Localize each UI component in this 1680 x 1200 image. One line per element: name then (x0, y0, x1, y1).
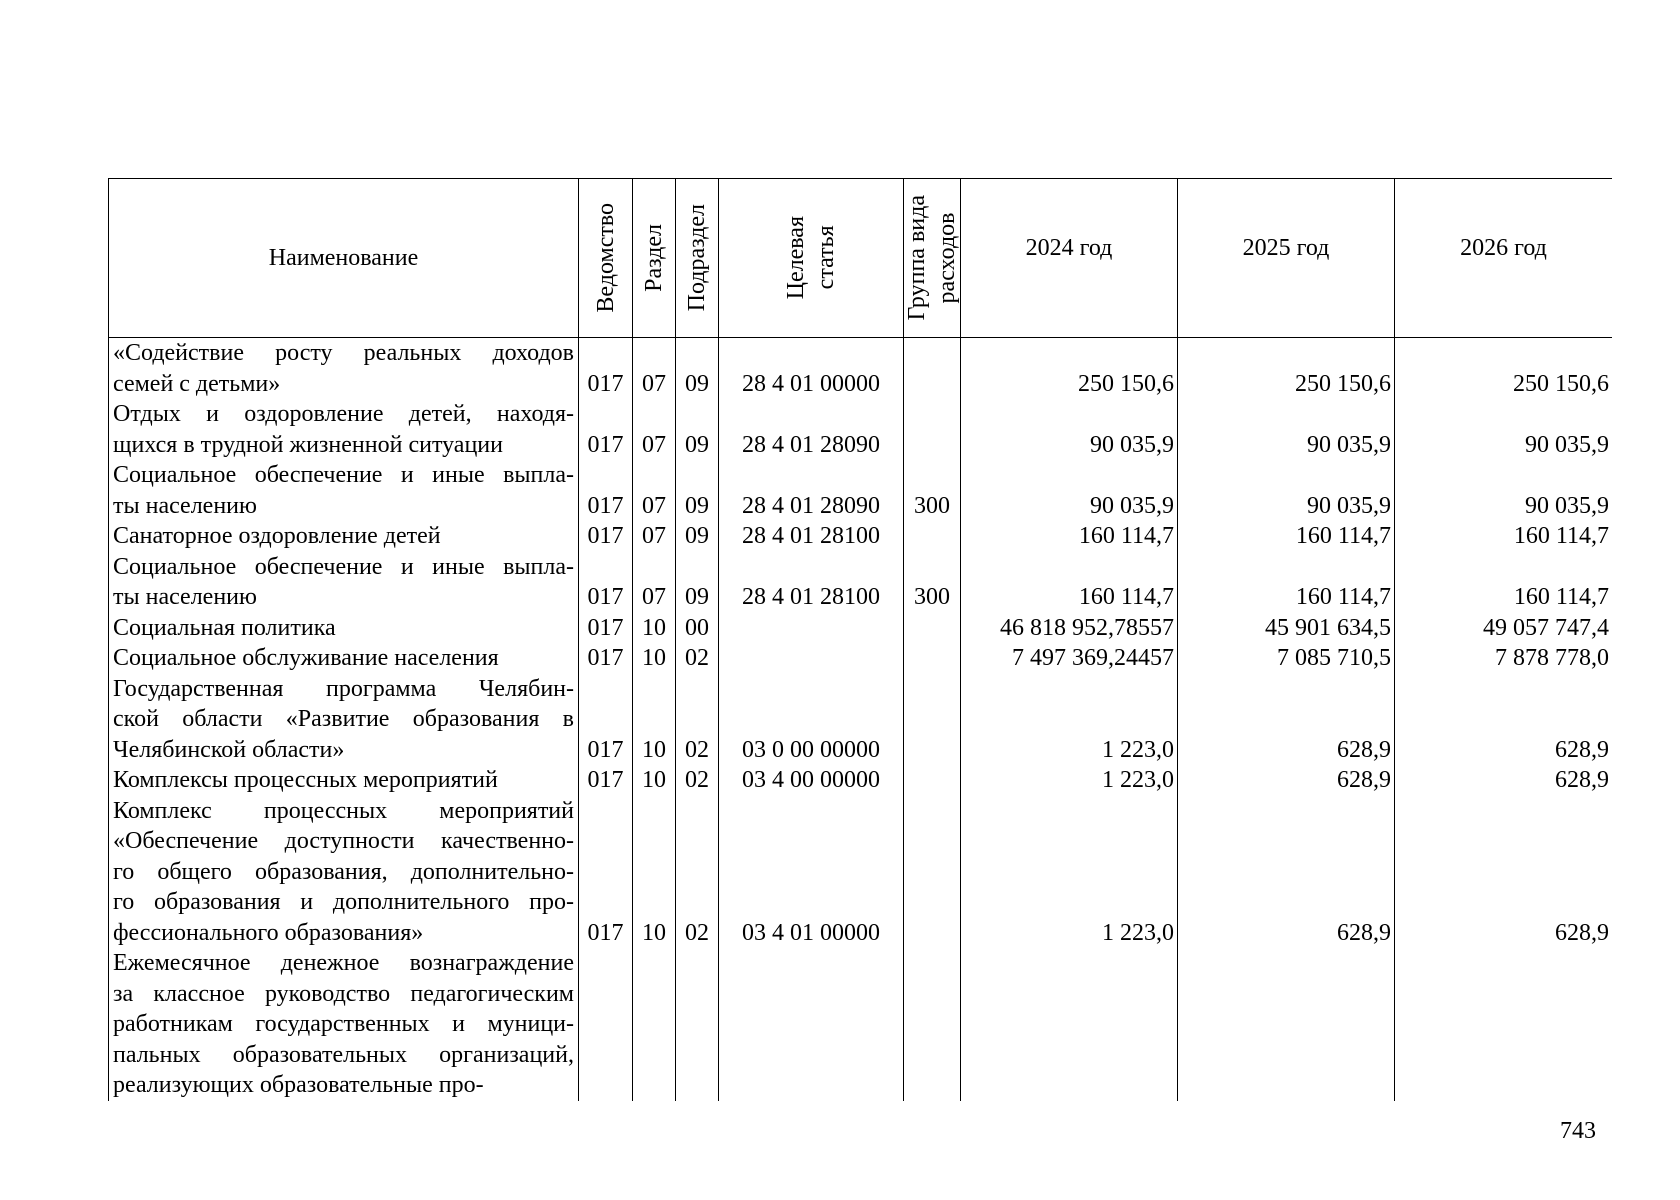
row-name-line: ты населению (113, 584, 257, 610)
row-name-line: го образования и дополнительного про- (113, 889, 574, 915)
row-value-2026: 90 035,9 (1395, 399, 1613, 460)
row-name (109, 460, 579, 521)
table-row (109, 521, 1613, 552)
row-value-2026: 7 878 778,0 (1395, 643, 1613, 674)
row-value-2024: 46 818 952,78557 (961, 613, 1178, 644)
row-name (109, 643, 579, 674)
row-name-line: Социальная политика (113, 614, 336, 641)
row-value-2024: 1 223,0 (961, 796, 1178, 949)
row-vedomstvo: 017 (579, 765, 633, 796)
row-name (109, 338, 579, 400)
row-name (109, 765, 579, 796)
table-row (109, 460, 1613, 521)
row-name-line: пальных образовательных организаций, (113, 1041, 574, 1068)
row-name-line: Социальное обеспечение и иные выпла- (113, 462, 574, 488)
row-name-line: фессионального образования» (113, 919, 424, 946)
row-name-line: Ежемесячное денежное вознаграждение (113, 950, 574, 976)
table-row (109, 338, 1613, 400)
row-vedomstvo (579, 948, 633, 1101)
row-vedomstvo: 017 (579, 796, 633, 949)
row-podrazdel: 02 (676, 796, 719, 949)
row-vedomstvo: 017 (579, 552, 633, 613)
row-value-2025: 628,9 (1178, 796, 1395, 949)
table-body (109, 338, 1613, 1101)
row-name-line: Челябинской области» (113, 736, 345, 763)
row-podrazdel: 09 (676, 460, 719, 521)
table-row (109, 765, 1613, 796)
row-podrazdel: 09 (676, 521, 719, 552)
row-vedomstvo: 017 (579, 613, 633, 644)
row-name (109, 399, 579, 460)
row-gruppa-vida (904, 338, 961, 400)
row-gruppa-vida (904, 948, 961, 1101)
header-podrazdel: Подраздел (676, 179, 719, 338)
row-gruppa-vida (904, 643, 961, 674)
table-row (109, 643, 1613, 674)
row-value-2025: 7 085 710,5 (1178, 643, 1395, 674)
row-name-line: за классное руководство педагогическим (113, 980, 574, 1007)
row-name-line: го общего образования, дополнительно- (113, 858, 574, 885)
row-razdel: 10 (633, 643, 676, 674)
row-value-2025: 250 150,6 (1178, 338, 1395, 400)
row-value-2024 (961, 948, 1178, 1101)
row-value-2026: 628,9 (1395, 674, 1613, 766)
row-razdel: 07 (633, 460, 676, 521)
row-razdel (633, 948, 676, 1101)
row-value-2025: 90 035,9 (1178, 460, 1395, 521)
row-celevaya-statya: 28 4 01 28100 (719, 552, 904, 613)
row-name (109, 948, 579, 1101)
row-podrazdel (676, 948, 719, 1101)
row-name-line: работникам государственных и муници- (113, 1011, 574, 1037)
row-value-2025: 628,9 (1178, 674, 1395, 766)
row-celevaya-statya: 28 4 01 28090 (719, 399, 904, 460)
row-value-2024: 160 114,7 (961, 521, 1178, 552)
row-vedomstvo: 017 (579, 643, 633, 674)
row-podrazdel: 02 (676, 674, 719, 766)
row-gruppa-vida: 300 (904, 460, 961, 521)
row-value-2026: 160 114,7 (1395, 552, 1613, 613)
row-vedomstvo: 017 (579, 460, 633, 521)
row-value-2026: 49 057 747,4 (1395, 613, 1613, 644)
row-name-line: реализующих образовательные про- (113, 1072, 484, 1098)
budget-sheet (108, 178, 1612, 1103)
row-razdel: 10 (633, 796, 676, 949)
row-celevaya-statya: 28 4 01 00000 (719, 338, 904, 400)
header-vedomstvo: Ведомство (579, 179, 633, 338)
row-razdel: 07 (633, 521, 676, 552)
row-value-2024: 1 223,0 (961, 765, 1178, 796)
row-value-2026: 628,9 (1395, 765, 1613, 796)
row-razdel: 07 (633, 338, 676, 400)
row-podrazdel: 02 (676, 643, 719, 674)
table-row (109, 613, 1613, 644)
row-podrazdel: 09 (676, 399, 719, 460)
row-celevaya-statya: 03 4 00 00000 (719, 765, 904, 796)
row-gruppa-vida (904, 613, 961, 644)
row-name-line: ты населению (113, 492, 257, 519)
table-row (109, 552, 1613, 613)
row-podrazdel: 09 (676, 338, 719, 400)
row-value-2025: 160 114,7 (1178, 521, 1395, 552)
row-name-line: «Обеспечение доступности качественно- (113, 828, 574, 854)
header-name: Наименование (109, 179, 579, 338)
row-value-2026: 628,9 (1395, 796, 1613, 949)
row-razdel: 10 (633, 613, 676, 644)
table-row (109, 796, 1613, 949)
row-value-2024: 7 497 369,24457 (961, 643, 1178, 674)
row-razdel: 07 (633, 399, 676, 460)
header-row (109, 179, 1613, 338)
row-name-line: щихся в трудной жизненной ситуации (113, 431, 503, 458)
row-gruppa-vida (904, 521, 961, 552)
row-razdel: 10 (633, 765, 676, 796)
row-name (109, 613, 579, 644)
table-row (109, 674, 1613, 766)
row-vedomstvo: 017 (579, 399, 633, 460)
row-razdel: 10 (633, 674, 676, 766)
row-gruppa-vida (904, 399, 961, 460)
row-value-2026: 250 150,6 (1395, 338, 1613, 400)
row-value-2024: 90 035,9 (961, 460, 1178, 521)
row-gruppa-vida (904, 796, 961, 949)
row-name (109, 552, 579, 613)
header-razdel: Раздел (633, 179, 676, 338)
row-value-2024: 160 114,7 (961, 552, 1178, 613)
row-gruppa-vida (904, 674, 961, 766)
row-gruppa-vida: 300 (904, 552, 961, 613)
page-number: 743 (1560, 1118, 1596, 1144)
row-celevaya-statya (719, 613, 904, 644)
row-name (109, 796, 579, 949)
row-celevaya-statya (719, 948, 904, 1101)
row-value-2026: 160 114,7 (1395, 521, 1613, 552)
row-value-2026: 90 035,9 (1395, 460, 1613, 521)
row-name (109, 674, 579, 766)
row-name-line: Санаторное оздоровление детей (113, 523, 441, 549)
row-value-2025: 160 114,7 (1178, 552, 1395, 613)
row-podrazdel: 09 (676, 552, 719, 613)
row-name-line: Социальное обслуживание населения (113, 645, 499, 671)
row-value-2024: 1 223,0 (961, 674, 1178, 766)
row-celevaya-statya: 28 4 01 28090 (719, 460, 904, 521)
budget-table (108, 178, 1612, 1101)
row-name-line: Комплексы процессных мероприятий (113, 767, 498, 793)
row-podrazdel: 02 (676, 765, 719, 796)
row-value-2025: 628,9 (1178, 765, 1395, 796)
table-clip (108, 178, 1612, 1103)
row-celevaya-statya: 03 4 01 00000 (719, 796, 904, 949)
row-celevaya-statya (719, 643, 904, 674)
row-name-line: семей с детьми» (113, 370, 281, 397)
row-vedomstvo: 017 (579, 674, 633, 766)
row-value-2025 (1178, 948, 1395, 1101)
row-value-2024: 90 035,9 (961, 399, 1178, 460)
row-value-2026 (1395, 948, 1613, 1101)
row-name-line: «Содействие росту реальных доходов (113, 340, 574, 366)
row-celevaya-statya: 03 0 00 00000 (719, 674, 904, 766)
row-name (109, 521, 579, 552)
row-vedomstvo: 017 (579, 338, 633, 400)
header-year-2025: 2025 год (1178, 179, 1395, 338)
row-value-2025: 45 901 634,5 (1178, 613, 1395, 644)
table-row (109, 399, 1613, 460)
row-value-2025: 90 035,9 (1178, 399, 1395, 460)
row-name-line: Отдых и оздоровление детей, находя- (113, 401, 574, 427)
row-vedomstvo: 017 (579, 521, 633, 552)
row-value-2024: 250 150,6 (961, 338, 1178, 400)
table-row (109, 948, 1613, 1101)
header-celevaya: Целевая статья (719, 179, 904, 338)
header-year-2026: 2026 год (1395, 179, 1613, 338)
row-name-line: Комплекс процессных мероприятий (113, 797, 574, 824)
row-name-line: Социальное обеспечение и иные выпла- (113, 553, 574, 580)
row-gruppa-vida (904, 765, 961, 796)
row-name-line: Государственная программа Челябин- (113, 675, 574, 702)
header-year-2024: 2024 год (961, 179, 1178, 338)
row-celevaya-statya: 28 4 01 28100 (719, 521, 904, 552)
row-podrazdel: 00 (676, 613, 719, 644)
header-gruppa: Группа вида расходов (904, 179, 961, 338)
row-name-line: ской области «Развитие образования в (113, 706, 574, 732)
row-razdel: 07 (633, 552, 676, 613)
